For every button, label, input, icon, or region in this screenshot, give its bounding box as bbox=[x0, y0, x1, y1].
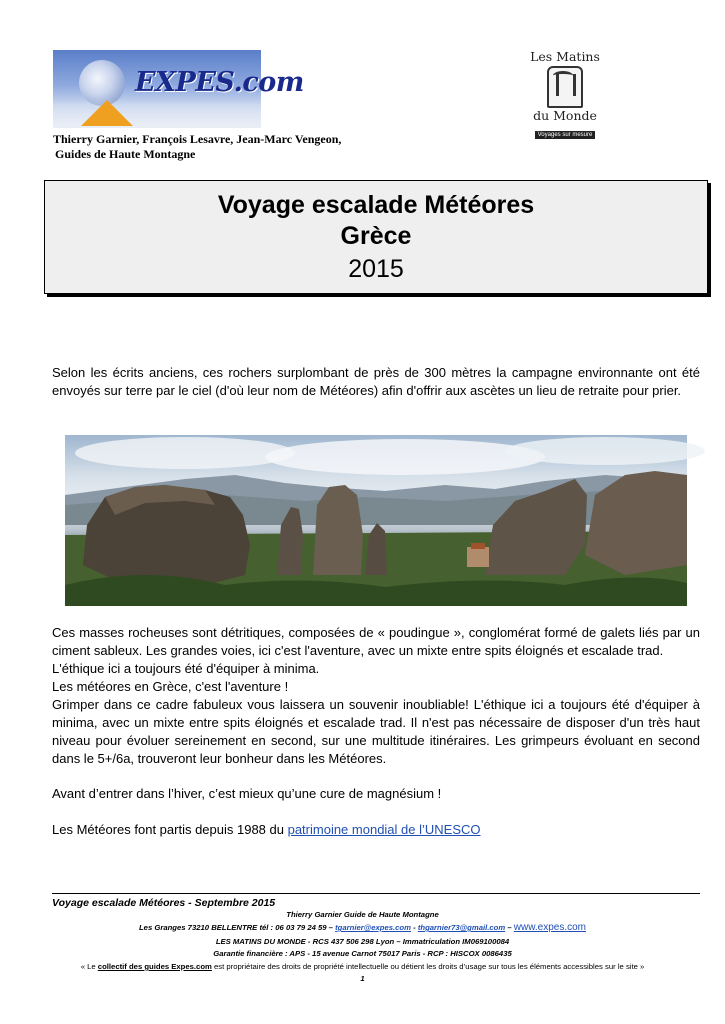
footer-line3: LES MATINS DU MONDE - RCS 437 506 298 Lyon – Immatriculation IM069100084 bbox=[215, 937, 510, 946]
footer-divider bbox=[52, 893, 700, 894]
page-subtitle-country: Grèce bbox=[340, 222, 412, 250]
meteora-panorama-photo bbox=[65, 435, 687, 606]
description-block bbox=[52, 624, 700, 768]
guides-credit bbox=[53, 132, 341, 162]
page-subtitle-year: 2015 bbox=[348, 255, 404, 283]
matins-logo-tagline: Voyages sur mesure bbox=[535, 131, 596, 139]
unesco-paragraph bbox=[52, 821, 700, 839]
unesco-link[interactable]: patrimoine mondial de l’UNESCO bbox=[287, 822, 481, 837]
matins-logo-line2: du Monde bbox=[533, 108, 597, 123]
expes-logo-text: EXPES.com bbox=[135, 67, 304, 98]
footer-email2-link[interactable]: thgarnier73@gmail.com bbox=[417, 923, 506, 932]
expes-logo bbox=[53, 50, 304, 128]
matins-logo-line1: Les Matins bbox=[530, 49, 600, 64]
footer-address: Les Granges 73210 BELLENTRE tél : 06 03 79 24 59 – bbox=[138, 923, 336, 932]
page-number: 1 bbox=[360, 974, 365, 983]
footer-copyright-rest: est propriétaire des droits de propriété intellectuelle ou détient les droits d’usage sur tous les éléments accessibles sur le site » bbox=[211, 962, 645, 971]
matins-emblem-icon bbox=[547, 66, 583, 108]
tent-icon bbox=[81, 100, 133, 126]
footer-email1-link[interactable]: tgarnier@expes.com bbox=[335, 923, 411, 932]
footer-website-link[interactable]: www.expes.com bbox=[513, 922, 587, 933]
footer-line2 bbox=[0, 922, 725, 933]
magnesium-paragraph: Avant d’entrer dans l’hiver, c’est mieux qu’une cure de magnésium ! bbox=[52, 786, 442, 801]
description-line4: Grimper dans ce cadre fabuleux vous laissera un souvenir inoubliable! L'éthique ici a toujours été d'équiper à minima, avec un mixte entre spits éloignés et escalade trad. Il n'est pas nécessaire de disposer d'un très haut niveau pour évoluer sereinement en second, sur une multitude itinéraires. Les grimpeurs évoluant en second dans le 5+/6a, trouveront leur bonheur dans les Météores. bbox=[52, 697, 700, 766]
description-line1: Ces masses rocheuses sont détritiques, composées de « poudingue », conglomérat formé de galets liés par un ciment sableux. Les grandes voies, ici c'est l'aventure, avec un mixte entre spits éloignés et escalade trad. bbox=[52, 625, 700, 658]
description-line3: Les météores en Grèce, c'est l'aventure ! bbox=[52, 679, 289, 694]
guides-line2: Guides de Haute Montagne bbox=[55, 147, 196, 161]
footer-copyright-prefix: « Le bbox=[80, 962, 98, 971]
les-matins-du-monde-logo bbox=[529, 49, 601, 138]
description-line2: L'éthique ici a toujours été d'équiper à minima. bbox=[52, 661, 320, 676]
guides-line1: Thierry Garnier, François Lesavre, Jean-Marc Vengeon, bbox=[53, 132, 342, 146]
footer-title: Voyage escalade Météores - Septembre 2015 bbox=[52, 897, 276, 909]
page-title: Voyage escalade Météores bbox=[217, 191, 535, 219]
footer-copyright bbox=[0, 961, 725, 972]
footer-dash: – bbox=[505, 923, 514, 932]
footer-collectif-link[interactable]: collectif des guides Expes.com bbox=[97, 962, 212, 971]
footer-sep: - bbox=[410, 923, 418, 932]
unesco-text: Les Météores font partis depuis 1988 du bbox=[52, 822, 288, 837]
intro-paragraph: Selon les écrits anciens, ces rochers surplombant de près de 300 mètres la campagne environnante ont été envoyés sur terre par le ciel (d'où leur nom de Météores) afin d'offrir aux ascètes un lieu de retraite pour prier. bbox=[52, 365, 700, 398]
title-box bbox=[44, 180, 708, 294]
footer-line1: Thierry Garnier Guide de Haute Montagne bbox=[286, 910, 439, 919]
footer-line4: Garantie financière : APS - 15 avenue Carnot 75017 Paris - RCP : HISCOX 0086435 bbox=[213, 949, 512, 958]
